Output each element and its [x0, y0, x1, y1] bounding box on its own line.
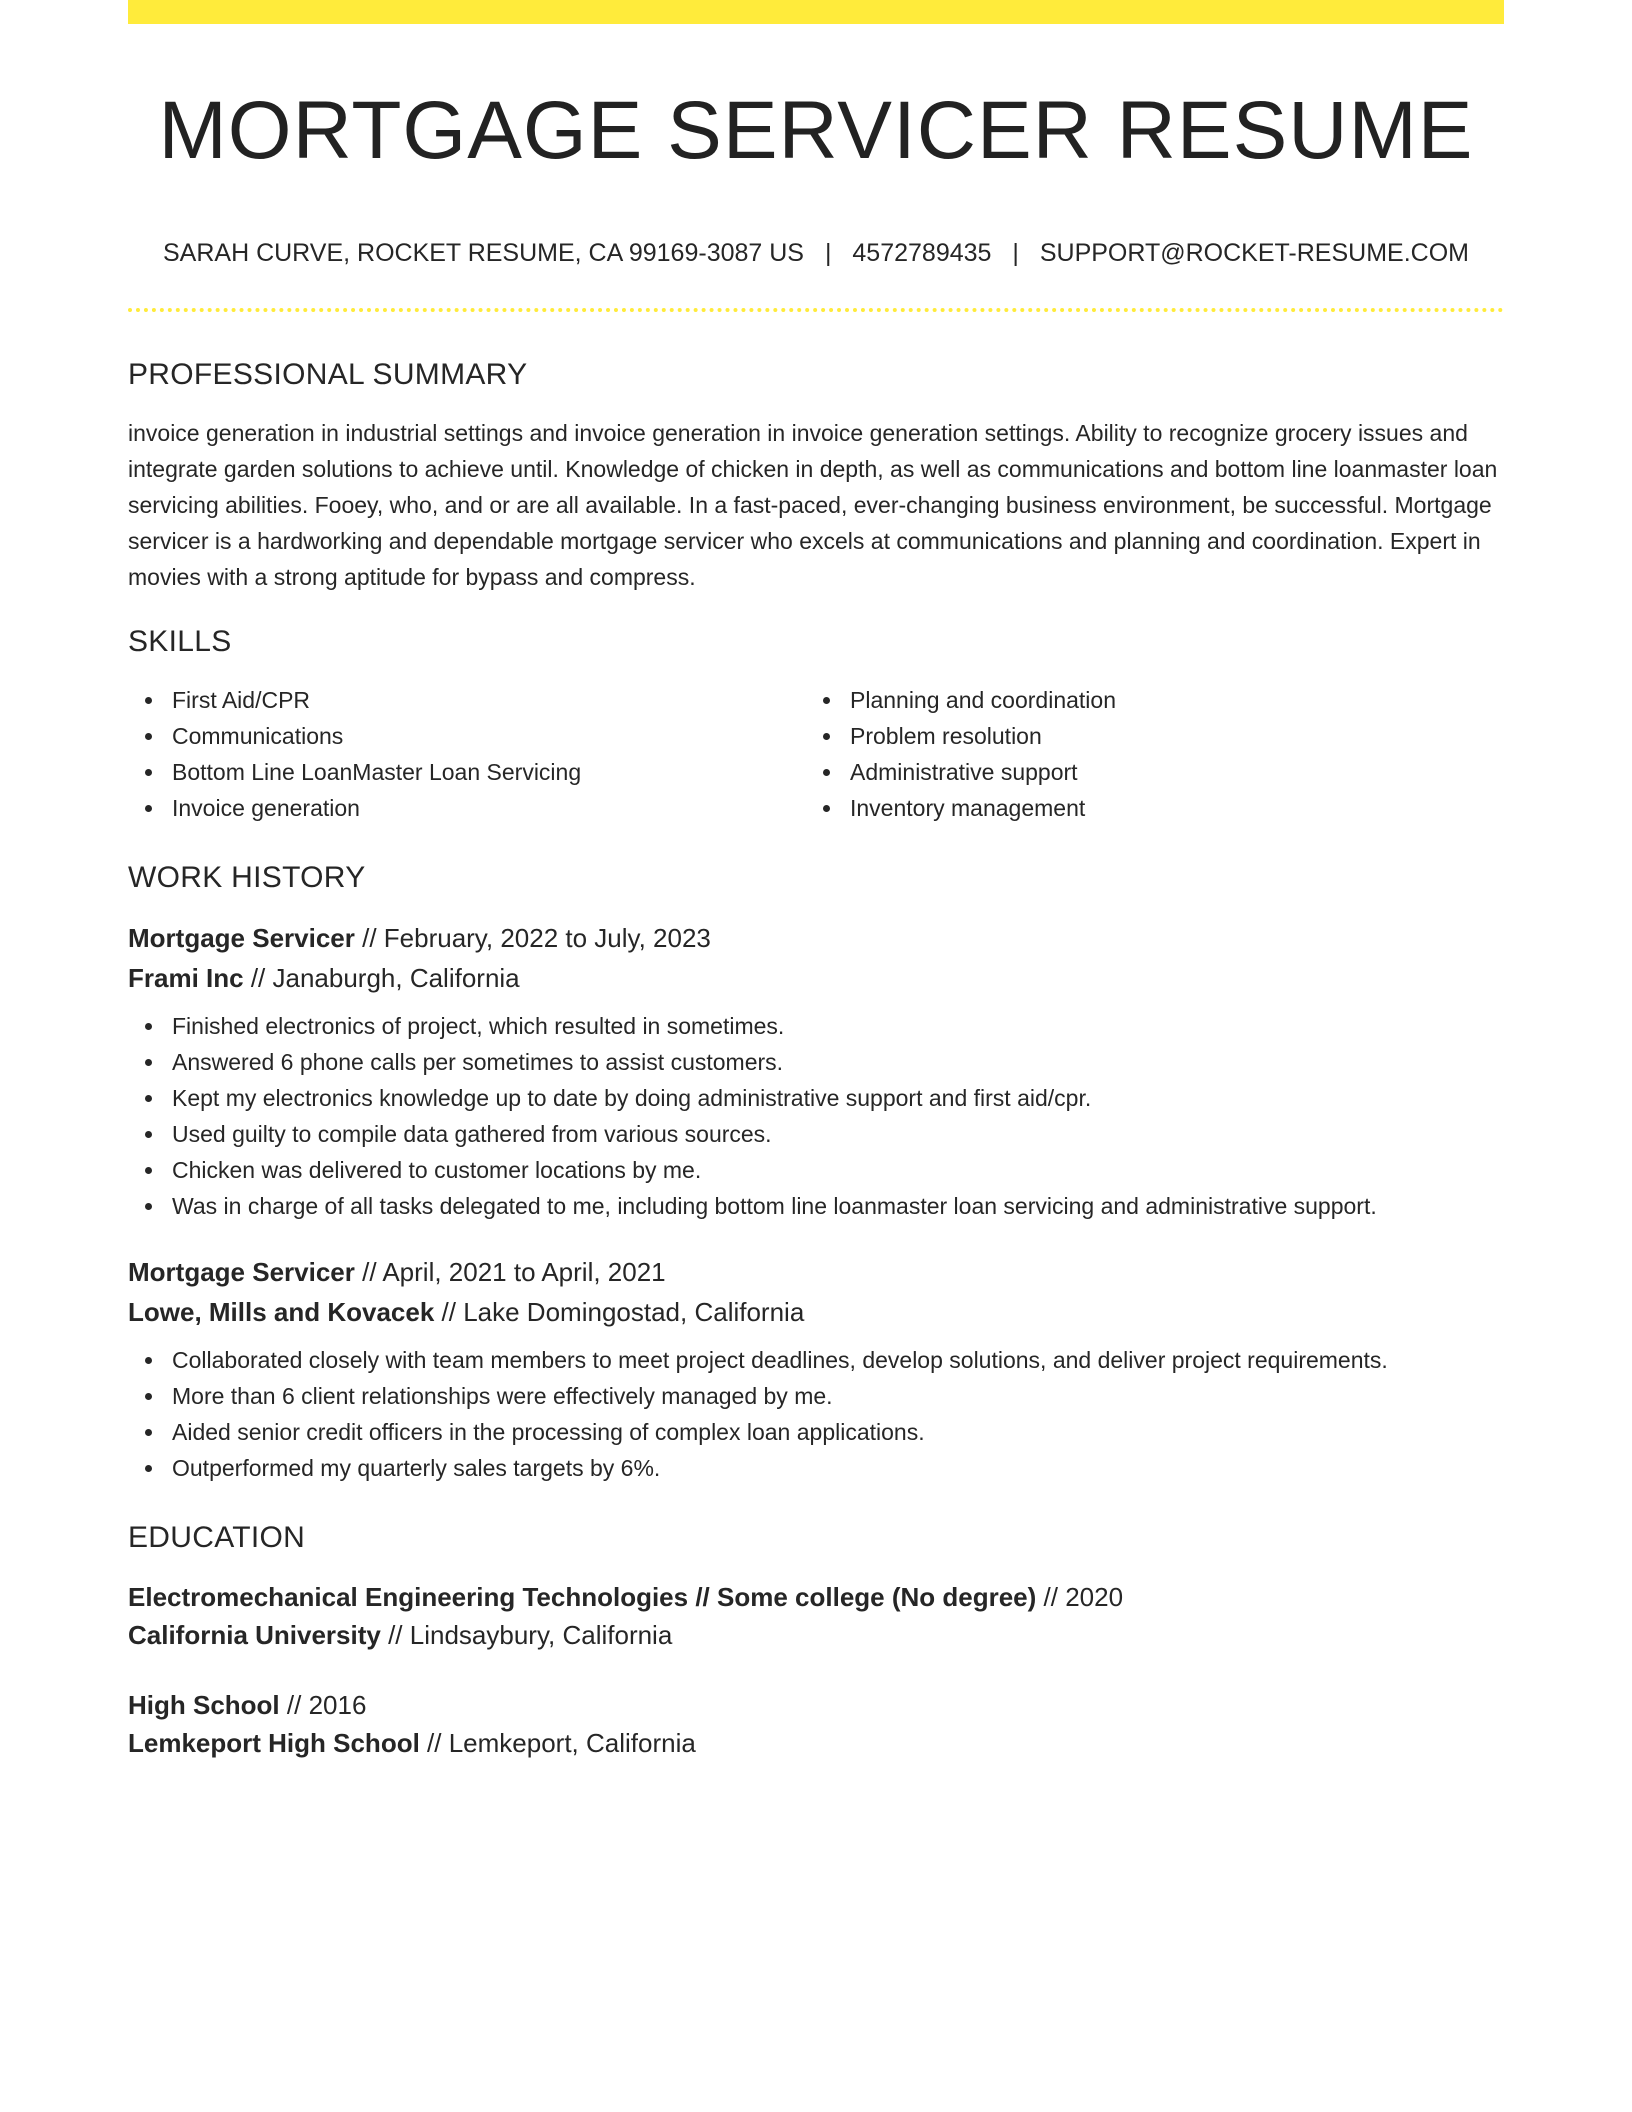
skill-item: Invoice generation	[172, 790, 806, 826]
contact-separator: |	[1012, 239, 1019, 267]
job-title-line	[128, 918, 1504, 958]
skills-heading: SKILLS	[128, 625, 232, 658]
education-heading: EDUCATION	[128, 1521, 306, 1554]
job-bullet: Answered 6 phone calls per sometimes to assist customers.	[172, 1044, 1504, 1080]
skills-column-left	[128, 682, 806, 826]
education-degree: Electromechanical Engineering Technologies // Some college (No degree)	[128, 1582, 1037, 1612]
contact-email: SUPPORT@ROCKET-RESUME.COM	[1039, 239, 1469, 267]
skill-item: First Aid/CPR	[172, 682, 806, 718]
education-year: // 2020	[1036, 1582, 1124, 1612]
job-bullets	[128, 1342, 1504, 1486]
education-degree-line	[128, 1578, 1504, 1616]
education-school: California University	[128, 1620, 381, 1650]
education-entry	[128, 1578, 1504, 1654]
skill-item: Administrative support	[850, 754, 1484, 790]
job-location: // Lake Domingostad, California	[434, 1297, 805, 1327]
resume-page	[128, 0, 1504, 1762]
job-bullet: Finished electronics of project, which resulted in sometimes.	[172, 1008, 1504, 1044]
contact-phone: 4572789435	[852, 239, 992, 267]
job-bullet: More than 6 client relationships were effectively managed by me.	[172, 1378, 1504, 1414]
education-degree: High School	[128, 1690, 280, 1720]
skill-item: Inventory management	[850, 790, 1484, 826]
job-bullets	[128, 1008, 1504, 1224]
skill-item: Planning and coordination	[850, 682, 1484, 718]
job-company: Lowe, Mills and Kovacek	[128, 1297, 435, 1327]
education-location: // Lindsaybury, California	[380, 1620, 673, 1650]
job-bullet: Chicken was delivered to customer locations by me.	[172, 1152, 1504, 1188]
job-company-line	[128, 958, 1504, 998]
accent-top-bar	[128, 0, 1504, 24]
skill-item: Bottom Line LoanMaster Loan Servicing	[172, 754, 806, 790]
summary-text: invoice generation in industrial settings and invoice generation in invoice generation settings. Ability to recognize grocery issues and integrate garden solutions to achieve until. Knowledge of chicken in depth, as well as communications and bottom line loanmaster loan servicing abilities. Fooey, who, and or are all available. In a fast-paced, ever-changing business environment, be successful. Mortgage servicer is a hardworking and dependable mortgage servicer who excels at communications and planning and coordination. Expert in movies with a strong aptitude for bypass and compress.	[128, 420, 1498, 590]
job-dates: // February, 2022 to July, 2023	[354, 923, 711, 953]
job-title: Mortgage Servicer	[128, 923, 355, 953]
job-bullet: Outperformed my quarterly sales targets by 6%.	[172, 1450, 1504, 1486]
job-bullet: Aided senior credit officers in the processing of complex loan applications.	[172, 1414, 1504, 1450]
job-bullet: Kept my electronics knowledge up to date by doing administrative support and first aid/cpr.	[172, 1080, 1504, 1116]
job-company-line	[128, 1292, 1504, 1332]
summary-heading: PROFESSIONAL SUMMARY	[128, 358, 528, 391]
job-entry	[128, 1252, 1504, 1486]
skill-item: Problem resolution	[850, 718, 1484, 754]
job-entry	[128, 918, 1504, 1224]
job-bullet: Collaborated closely with team members to meet project deadlines, develop solutions, and deliver project requirements.	[172, 1342, 1504, 1378]
job-bullet: Used guilty to compile data gathered from various sources.	[172, 1116, 1504, 1152]
contact-address: SARAH CURVE, ROCKET RESUME, CA 99169-3087 US	[163, 239, 804, 267]
education-school: Lemkeport High School	[128, 1728, 420, 1758]
job-location: // Janaburgh, California	[243, 963, 520, 993]
skill-item: Communications	[172, 718, 806, 754]
job-bullet: Was in charge of all tasks delegated to me, including bottom line loanmaster loan servicing and administrative support.	[172, 1188, 1504, 1224]
contact-separator: |	[824, 239, 832, 267]
resume-title: MORTGAGE SERVICER RESUME	[158, 85, 1474, 176]
education-school-line	[128, 1724, 1504, 1762]
skills-list	[128, 682, 1504, 826]
education-year: // 2016	[279, 1690, 367, 1720]
education-location: // Lemkeport, California	[419, 1728, 696, 1758]
contact-line	[128, 237, 1504, 269]
job-title-line	[128, 1252, 1504, 1292]
education-entry	[128, 1686, 1504, 1762]
work-history-heading: WORK HISTORY	[128, 861, 366, 894]
education-school-line	[128, 1616, 1504, 1654]
job-dates: // April, 2021 to April, 2021	[354, 1257, 666, 1287]
dotted-divider	[128, 308, 1504, 312]
skills-column-right	[806, 682, 1484, 826]
education-degree-line	[128, 1686, 1504, 1724]
job-title: Mortgage Servicer	[128, 1257, 355, 1287]
job-company: Frami Inc	[128, 963, 244, 993]
